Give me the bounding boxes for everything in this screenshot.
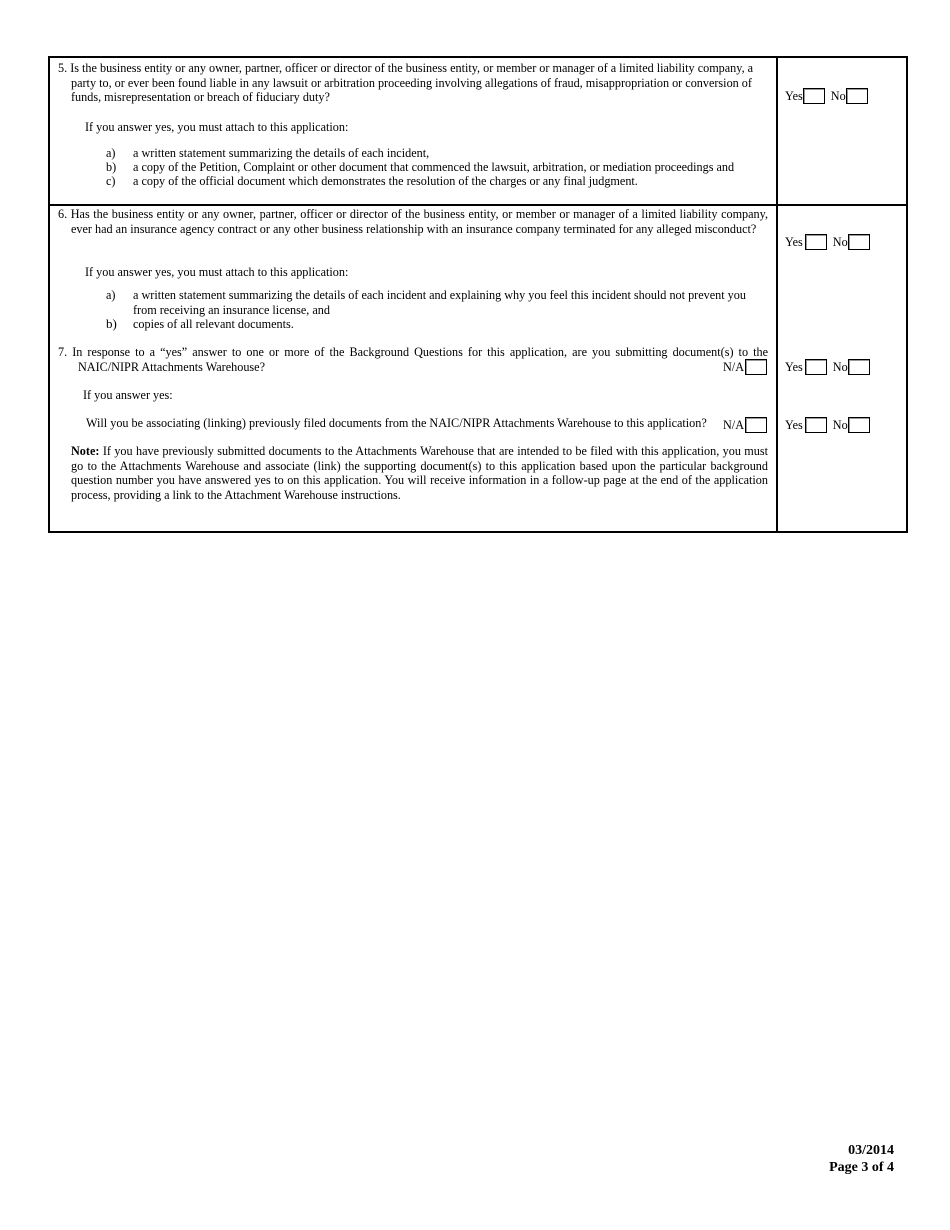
q6-yes-label: Yes xyxy=(785,235,803,249)
q7-sub-question: Will you be associating (linking) previously filed documents from the NAIC/NIPR Attachments Warehouse to this application? xyxy=(86,416,707,430)
q6-question-text: 6. Has the business entity or any owner, partner, officer or director of the business entity, or member or manager of a limited liability company, ever had an insurance agency contract or any other business relationship with an insurance company terminated for any alleged misconduct? xyxy=(58,207,768,236)
q5-item-b-text: a copy of the Petition, Complaint or other document that commenced the lawsuit, arbitration, or mediation proceedings and xyxy=(133,160,735,174)
q7-no-label: No xyxy=(832,360,848,374)
q6-no-checkbox[interactable] xyxy=(848,234,870,250)
q6-item-a-label: a) xyxy=(106,288,116,302)
q5-item-a-label: a) xyxy=(106,146,116,160)
q5-item-c-label: c) xyxy=(106,174,116,188)
q7-sub-na-checkbox[interactable] xyxy=(745,417,767,433)
q5-item-c-text: a copy of the official document which demonstrates the resolution of the charges or any final judgment. xyxy=(133,174,638,188)
q6-yes-checkbox[interactable] xyxy=(805,234,827,250)
q7-note-text: If you have previously submitted documents to the Attachments Warehouse that are intended to be filed with this application, you must go to the Attachments Warehouse and associate (link) the supporting document(s) to this application based upon the particular background question number you have answered yes to on this application. You will receive information in a follow-up page at the end of the application process, providing a link to the Attachment Warehouse instructions. xyxy=(71,444,769,502)
q5-answer xyxy=(785,87,868,105)
page-number: Page 3 of 4 xyxy=(829,1160,894,1175)
background-questions-form xyxy=(48,56,908,533)
q7-sub-no-label: No xyxy=(832,418,848,432)
q5-no-label: No xyxy=(830,89,846,103)
q5-item-a-text: a written statement summarizing the details of each incident, xyxy=(133,146,430,160)
q7-na xyxy=(723,358,767,376)
q7-sub-na xyxy=(723,416,767,434)
q6-item-a-text: a written statement summarizing the details of each incident and explaining why you feel this incident should not prevent you from receiving an insurance license, and xyxy=(133,288,746,317)
q6-item-b-text: copies of all relevant documents. xyxy=(133,317,294,331)
q5-yes-checkbox[interactable] xyxy=(803,88,825,104)
q5-no-checkbox[interactable] xyxy=(846,88,868,104)
q7-sub-yes-checkbox[interactable] xyxy=(805,417,827,433)
answer-column-divider xyxy=(776,58,778,531)
q5-question-text: 5. Is the business entity or any owner, partner, officer or director of the business entity, or member or manager of a limited liability company, a party to, or ever been found liable in any lawsuit or arbitration proceeding involving allegations of fraud, misappropriation or conversion of funds, misrepresentation or breach of fiduciary duty? xyxy=(58,61,754,104)
q7-answer xyxy=(785,358,870,376)
q5-attach-intro: If you answer yes, you must attach to this application: xyxy=(85,120,349,134)
q7-yes-label: Yes xyxy=(785,360,803,374)
q7-na-checkbox[interactable] xyxy=(745,359,767,375)
q7-yes-checkbox[interactable] xyxy=(805,359,827,375)
q5-item-b-label: b) xyxy=(106,160,117,174)
q7-no-checkbox[interactable] xyxy=(848,359,870,375)
q7-if-yes: If you answer yes: xyxy=(83,388,173,402)
q7-sub-no-checkbox[interactable] xyxy=(848,417,870,433)
q6-answer xyxy=(785,233,870,251)
q7-note xyxy=(71,444,768,502)
q7-sub-yes-label: Yes xyxy=(785,418,803,432)
q6-attach-intro: If you answer yes, you must attach to this application: xyxy=(85,265,349,279)
page-footer xyxy=(829,1142,894,1176)
form-revision-date: 03/2014 xyxy=(848,1143,894,1158)
q5-yes-label: Yes xyxy=(785,89,803,103)
question-divider xyxy=(50,204,906,206)
q7-sub-na-label: N/A xyxy=(723,418,744,432)
q7-na-label: N/A xyxy=(723,360,744,374)
q6-no-label: No xyxy=(832,235,848,249)
q7-sub-answer xyxy=(785,416,870,434)
q6-item-b-label: b) xyxy=(106,316,117,331)
q7-question-text: 7. In response to a “yes” answer to one or more of the Background Questions for this application, are you submitting document(s) to the NAIC/NIPR Attachments Warehouse? xyxy=(58,345,768,374)
q7-note-label: Note: xyxy=(71,444,100,458)
